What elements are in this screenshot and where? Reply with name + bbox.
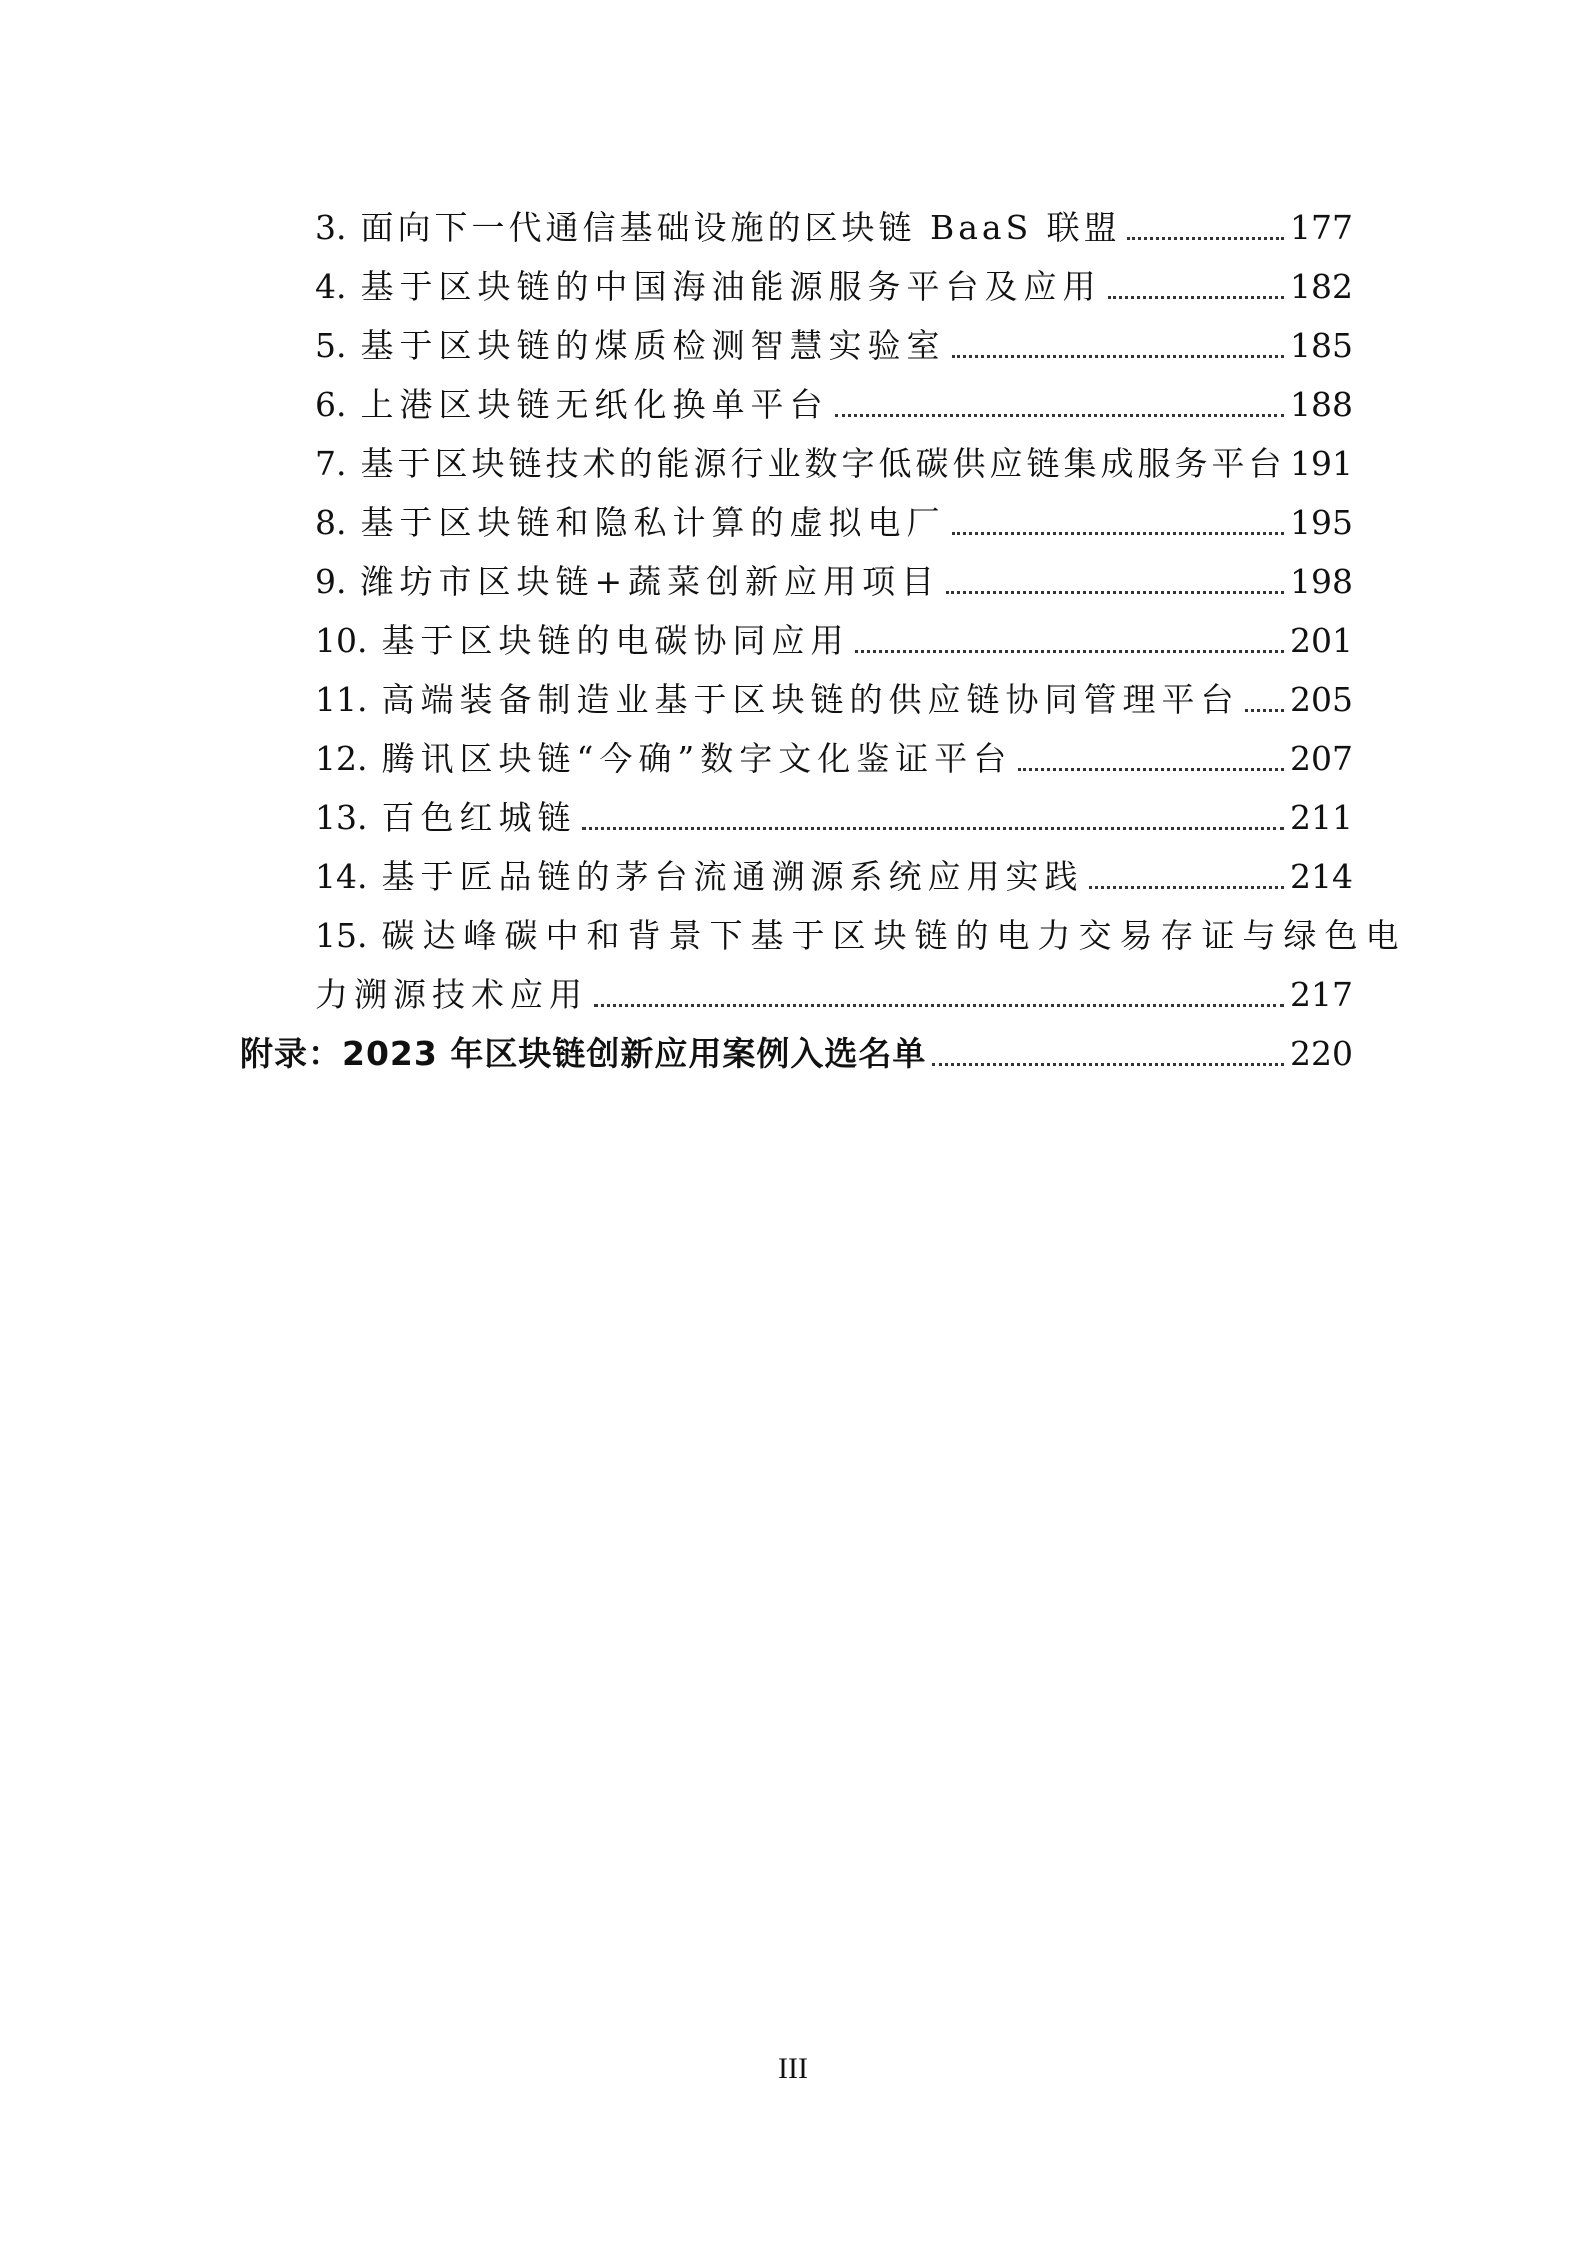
toc-entry-13[interactable] [315, 792, 1353, 844]
toc-entry-appendix[interactable] [240, 1028, 1353, 1080]
toc-entry-page: 188 [1290, 385, 1353, 424]
dot-leader [582, 792, 1284, 844]
toc-entry-title: 基于区块链技术的能源行业数字低碳供应链集成服务平台 [360, 444, 1286, 483]
toc-entry-page: 214 [1290, 857, 1353, 896]
toc-entry-9[interactable] [315, 556, 1353, 608]
toc-entry-15-line-1[interactable] [315, 910, 1407, 962]
toc-entry-number: 15. [315, 916, 368, 955]
toc-entry-number: 13. [315, 798, 368, 837]
dot-leader [952, 497, 1285, 549]
toc-entry-title: 基于区块链的煤质检测智慧实验室 [360, 326, 946, 365]
toc-entry-page: 191 [1290, 444, 1353, 483]
toc-entry-title-continued: 力溯源技术应用 [315, 975, 588, 1014]
toc-entry-page: 195 [1290, 503, 1353, 542]
toc-entry-page: 205 [1290, 680, 1353, 719]
toc-entry-12[interactable] [315, 733, 1353, 785]
dot-leader [594, 969, 1284, 1021]
toc-entry-title: 高端装备制造业基于区块链的供应链协同管理平台 [381, 680, 1240, 719]
dot-leader [946, 556, 1284, 608]
toc-entry-number: 9. [315, 562, 347, 601]
toc-entry-number: 3. [315, 208, 347, 247]
toc-entry-page: 182 [1290, 267, 1353, 306]
toc-entry-11[interactable] [315, 674, 1353, 726]
toc-entry-page: 177 [1290, 208, 1353, 247]
toc-entry-title: 面向下一代通信基础设施的区块链 BaaS 联盟 [360, 208, 1121, 247]
toc-entry-number: 14. [315, 857, 368, 896]
toc-entry-7[interactable] [315, 438, 1353, 490]
dot-leader [952, 320, 1285, 372]
toc-entry-title: 百色红城链 [381, 798, 577, 837]
toc-entry-8[interactable] [315, 497, 1353, 549]
toc-entry-6[interactable] [315, 379, 1353, 431]
toc-entry-5[interactable] [315, 320, 1353, 372]
toc-entry-page: 185 [1290, 326, 1353, 365]
toc-entry-4[interactable] [315, 261, 1353, 313]
toc-entry-title: 上港区块链无纸化换单平台 [360, 385, 829, 424]
dot-leader [855, 615, 1284, 667]
toc-entry-title: 基于区块链和隐私计算的虚拟电厂 [360, 503, 946, 542]
toc-entry-number: 7. [315, 444, 347, 483]
toc-entry-3[interactable] [315, 202, 1353, 254]
toc-entry-number: 5. [315, 326, 347, 365]
toc-entry-number: 11. [315, 680, 368, 719]
dot-leader [1089, 851, 1284, 903]
toc-entry-number: 4. [315, 267, 347, 306]
toc-entry-page: 211 [1290, 798, 1353, 837]
dot-leader [835, 379, 1285, 431]
toc-entry-10[interactable] [315, 615, 1353, 667]
toc-entry-page: 220 [1290, 1034, 1353, 1073]
toc-entry-number: 6. [315, 385, 347, 424]
dot-leader [1018, 733, 1284, 785]
toc-entry-page: 201 [1290, 621, 1353, 660]
toc-entry-title: 基于区块链的电碳协同应用 [381, 621, 850, 660]
dot-leader [932, 1028, 1284, 1080]
page-number: III [778, 2052, 808, 2085]
toc-entry-title: 腾讯区块链“今确”数字文化鉴证平台 [381, 739, 1013, 778]
toc-entry-page: 217 [1290, 975, 1353, 1014]
toc-entry-number: 8. [315, 503, 347, 542]
toc-entry-title: 碳达峰碳中和背景下基于区块链的电力交易存证与绿色电 [381, 916, 1407, 955]
toc-appendix-title: 附录：2023 年区块链创新应用案例入选名单 [240, 1034, 927, 1073]
toc-entry-number: 12. [315, 739, 368, 778]
toc-entry-title: 基于匠品链的茅台流通溯源系统应用实践 [381, 857, 1084, 896]
toc-entry-page: 207 [1290, 739, 1353, 778]
toc-entry-14[interactable] [315, 851, 1353, 903]
dot-leader [1108, 261, 1285, 313]
dot-leader [1127, 202, 1284, 254]
toc-entry-title: 潍坊市区块链+蔬菜创新应用项目 [360, 562, 941, 601]
toc-entry-title: 基于区块链的中国海油能源服务平台及应用 [360, 267, 1102, 306]
toc-entry-page: 198 [1290, 562, 1353, 601]
toc-entry-number: 10. [315, 621, 368, 660]
toc-entry-15-line-2[interactable] [315, 969, 1353, 1021]
dot-leader [1245, 674, 1284, 726]
